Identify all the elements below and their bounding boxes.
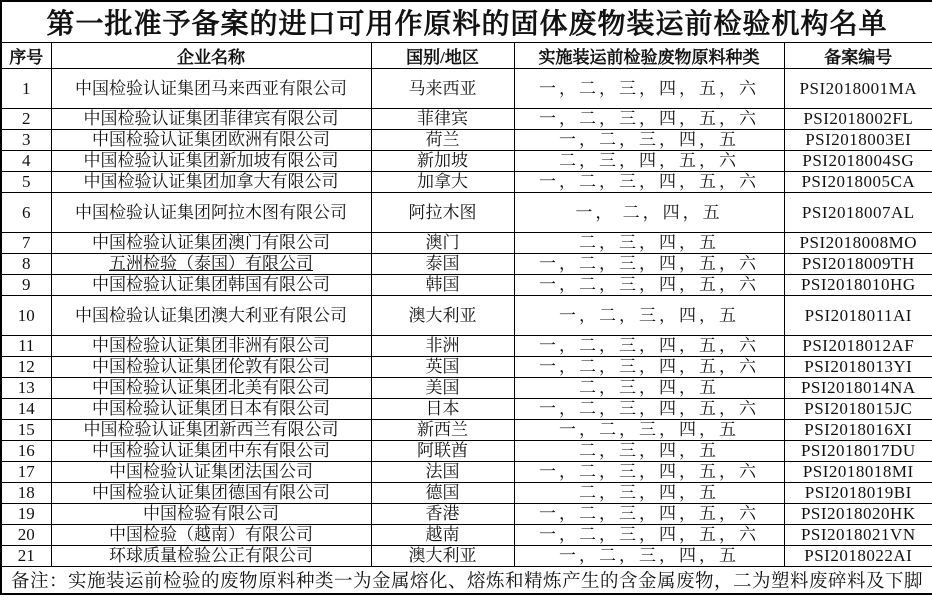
country-region: 法国: [371, 462, 514, 483]
waste-types: 二，三，四，五: [514, 441, 784, 462]
waste-types: 一，二，三，四，五，六: [514, 504, 784, 525]
country-region: 马来西亚: [371, 69, 514, 109]
table-row: [1, 172, 932, 193]
company-name: 中国检验认证集团澳大利亚有限公司: [51, 296, 371, 336]
country-region: 澳大利亚: [371, 296, 514, 336]
table-row: [1, 130, 932, 151]
company-name: 中国检验有限公司: [51, 504, 371, 525]
country-region: 越南: [371, 525, 514, 546]
company-name: 中国检验（越南）有限公司: [51, 525, 371, 546]
record-code: PSI2018002FL: [784, 109, 932, 130]
company-name: 中国检验认证集团日本有限公司: [51, 399, 371, 420]
col-header-company: 企业名称: [51, 43, 371, 69]
company-name: 中国检验认证集团伦敦有限公司: [51, 357, 371, 378]
table-row: [1, 336, 932, 357]
footnote: 备注：实施装运前检验的废物原料种类一为金属熔化、熔炼和精炼产生的含金属废物，二为塑料废碎料及下脚: [1, 567, 932, 595]
row-number: 11: [1, 336, 51, 357]
row-number: 18: [1, 483, 51, 504]
table-row: [1, 525, 932, 546]
company-name: 中国检验认证集团欧洲有限公司: [51, 130, 371, 151]
record-code: PSI2018011AI: [784, 296, 932, 336]
table-row: [1, 233, 932, 254]
table-row: [1, 254, 932, 275]
company-name: 中国检验认证集团新加坡有限公司: [51, 151, 371, 172]
company-name: 五洲检验（泰国）有限公司: [51, 254, 371, 275]
waste-types: 一，二，三，四，五，六: [514, 172, 784, 193]
record-code: PSI2018005CA: [784, 172, 932, 193]
record-code: PSI2018020HK: [784, 504, 932, 525]
table-row: [1, 483, 932, 504]
company-name: 中国检验认证集团菲律宾有限公司: [51, 109, 371, 130]
waste-types: 一，二，三，四，五，六: [514, 109, 784, 130]
company-name: 中国检验认证集团北美有限公司: [51, 378, 371, 399]
table-row: [1, 357, 932, 378]
record-code: PSI2018012AF: [784, 336, 932, 357]
waste-types: 一，二，三，四，五，六: [514, 357, 784, 378]
country-region: 英国: [371, 357, 514, 378]
waste-types: 一，二，三，四，五: [514, 546, 784, 567]
row-number: 9: [1, 275, 51, 296]
row-number: 3: [1, 130, 51, 151]
table-row: [1, 109, 932, 130]
company-name: 中国检验认证集团新西兰有限公司: [51, 420, 371, 441]
col-header-region: 国别/地区: [371, 43, 514, 69]
record-code: PSI2018013YI: [784, 357, 932, 378]
waste-types: 一，二，三，四，五，六: [514, 525, 784, 546]
table-row: [1, 296, 932, 336]
table-row: [1, 193, 932, 233]
waste-types: 二，三，四，五: [514, 483, 784, 504]
waste-types: 二，三，四，五: [514, 378, 784, 399]
company-name: 中国检验认证集团非洲有限公司: [51, 336, 371, 357]
row-number: 19: [1, 504, 51, 525]
waste-types: 二，三，四，五: [514, 233, 784, 254]
row-number: 14: [1, 399, 51, 420]
company-name: 中国检验认证集团韩国有限公司: [51, 275, 371, 296]
waste-types: 一，二，三，四，五: [514, 296, 784, 336]
row-number: 12: [1, 357, 51, 378]
record-code: PSI2018009TH: [784, 254, 932, 275]
row-number: 13: [1, 378, 51, 399]
company-name: 中国检验认证集团德国有限公司: [51, 483, 371, 504]
record-code: PSI2018019BI: [784, 483, 932, 504]
table-row: [1, 420, 932, 441]
record-code: PSI2018014NA: [784, 378, 932, 399]
waste-types: 一，二，三，四，五，六: [514, 275, 784, 296]
row-number: 5: [1, 172, 51, 193]
row-number: 15: [1, 420, 51, 441]
row-number: 4: [1, 151, 51, 172]
country-region: 新加坡: [371, 151, 514, 172]
table-row: [1, 69, 932, 109]
footnote-row: [1, 567, 932, 595]
row-number: 7: [1, 233, 51, 254]
country-region: 菲律宾: [371, 109, 514, 130]
company-name: 中国检验认证集团阿拉木图有限公司: [51, 193, 371, 233]
row-number: 8: [1, 254, 51, 275]
row-number: 17: [1, 462, 51, 483]
record-code: PSI2018015JC: [784, 399, 932, 420]
record-code: PSI2018018MI: [784, 462, 932, 483]
record-code: PSI2018022AI: [784, 546, 932, 567]
row-number: 2: [1, 109, 51, 130]
waste-types: 一， 二，四，五: [514, 193, 784, 233]
row-number: 21: [1, 546, 51, 567]
record-code: PSI2018001MA: [784, 69, 932, 109]
waste-types: 二，三，四，五，六: [514, 151, 784, 172]
title-row: [1, 1, 932, 43]
country-region: 泰国: [371, 254, 514, 275]
company-name: 中国检验认证集团澳门有限公司: [51, 233, 371, 254]
record-code: PSI2018004SG: [784, 151, 932, 172]
country-region: 非洲: [371, 336, 514, 357]
company-name: 中国检验认证集团加拿大有限公司: [51, 172, 371, 193]
record-code: PSI2018021VN: [784, 525, 932, 546]
company-name: 环球质量检验公正有限公司: [51, 546, 371, 567]
row-number: 1: [1, 69, 51, 109]
country-region: 阿联酋: [371, 441, 514, 462]
record-code: PSI2018016XI: [784, 420, 932, 441]
company-name: 中国检验认证集团法国公司: [51, 462, 371, 483]
table-row: [1, 546, 932, 567]
record-code: PSI2018003EI: [784, 130, 932, 151]
record-code: PSI2018010HG: [784, 275, 932, 296]
waste-types: 一，二，三，四，五，六: [514, 254, 784, 275]
waste-types: 一，二，三，四，五，六: [514, 69, 784, 109]
page-title: 第一批准予备案的进口可用作原料的固体废物装运前检验机构名单: [1, 1, 932, 43]
row-number: 20: [1, 525, 51, 546]
table-row: [1, 462, 932, 483]
row-number: 10: [1, 296, 51, 336]
table-row: [1, 399, 932, 420]
country-region: 德国: [371, 483, 514, 504]
country-region: 加拿大: [371, 172, 514, 193]
country-region: 美国: [371, 378, 514, 399]
country-region: 新西兰: [371, 420, 514, 441]
record-code: PSI2018007AL: [784, 193, 932, 233]
record-code: PSI2018017DU: [784, 441, 932, 462]
row-number: 6: [1, 193, 51, 233]
country-region: 韩国: [371, 275, 514, 296]
table-body: [1, 69, 932, 567]
record-code: PSI2018008MO: [784, 233, 932, 254]
waste-types: 一，二，三，四，五，六: [514, 336, 784, 357]
country-region: 澳大利亚: [371, 546, 514, 567]
table-row: [1, 151, 932, 172]
waste-types: 一，二，三，四，五: [514, 420, 784, 441]
country-region: 澳门: [371, 233, 514, 254]
company-name: 中国检验认证集团马来西亚有限公司: [51, 69, 371, 109]
col-header-code: 备案编号: [784, 43, 932, 69]
col-header-no: 序号: [1, 43, 51, 69]
table-row: [1, 378, 932, 399]
country-region: 香港: [371, 504, 514, 525]
column-header-row: [1, 43, 932, 69]
country-region: 阿拉木图: [371, 193, 514, 233]
waste-types: 一，二，三，四，五: [514, 130, 784, 151]
table-row: [1, 504, 932, 525]
waste-types: 一，二，三，四，五，六: [514, 399, 784, 420]
company-name: 中国检验认证集团中东有限公司: [51, 441, 371, 462]
country-region: 荷兰: [371, 130, 514, 151]
country-region: 日本: [371, 399, 514, 420]
col-header-types: 实施装运前检验废物原料种类: [514, 43, 784, 69]
row-number: 16: [1, 441, 51, 462]
waste-types: 一，二，三，四，五，六: [514, 462, 784, 483]
table-row: [1, 275, 932, 296]
table-row: [1, 441, 932, 462]
